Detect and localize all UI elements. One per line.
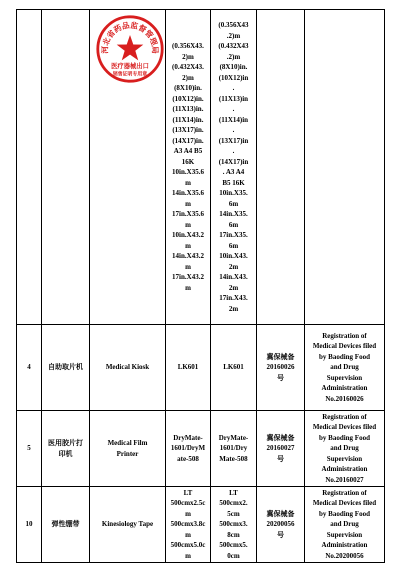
spec-line: 2m (228, 262, 239, 271)
spec-line: m (185, 283, 191, 292)
spec-line: (11X13)in. (172, 105, 204, 113)
spec-line: m (185, 241, 191, 250)
spec-line: 14in.X43.2 (172, 252, 204, 260)
spec-line: (14X17)in (218, 157, 249, 166)
spec-line: 14in.X35. (219, 210, 248, 218)
spec-line: (11X13)in (218, 94, 249, 103)
cn-product-name: 医用胶片打 印机 (42, 411, 90, 487)
model-spec-cell-2 (211, 10, 257, 325)
reg-description: Registration of Medical Devices filed by Baoding Food and Drug Supervision Administration No.20160026 (305, 325, 385, 411)
reg-number: 冀保械备 20200056 号 (257, 487, 305, 563)
spec-line: 17in.X35. (219, 231, 248, 239)
spec-line: . (232, 126, 235, 134)
table-row (17, 325, 385, 411)
reg-description: Registration of Medical Devices filed by Baoding Food and Drug Supervision Administration No.20200056 (305, 487, 385, 563)
spec-line: (0.356X43. (172, 42, 204, 50)
spec-line: 2)m (182, 52, 194, 61)
model-a: LK601 (166, 325, 211, 411)
spec-line: (0.356X43 (218, 21, 249, 29)
spec-line: . A3 A4 (222, 168, 245, 176)
spec-line: 14in.X43. (219, 273, 248, 281)
row-number: 4 (17, 325, 42, 411)
cn-product-name: 自助取片机 (42, 325, 90, 411)
spec-line: 10in.X43. (219, 252, 248, 260)
spec-line: (8X10)in. (174, 84, 202, 92)
en-name-cell (90, 10, 166, 325)
spec-line: (14X17)in. (172, 136, 204, 145)
spec-line: 2m (228, 304, 239, 313)
model-b: LK601 (211, 325, 257, 411)
spec-line: m (185, 220, 191, 229)
spec-line: 6m (228, 241, 239, 250)
row-number: 5 (17, 411, 42, 487)
model-b: DryMate- 1601/Dry Mate-508 (211, 411, 257, 487)
spec-line: (10X12)in. (172, 94, 204, 103)
spec-line: (13X17)in (218, 136, 249, 145)
reg-number: 冀保械备 20160026 号 (257, 325, 305, 411)
spec-line: (11X14)in (218, 115, 249, 124)
model-a: LT 500cmx2.5c m 500cmx3.8c m 500cmx5.0c m (166, 487, 211, 563)
registration-table (16, 9, 385, 563)
en-product-name: Medical Film Printer (90, 411, 166, 487)
spec-line: 2)m (182, 73, 194, 82)
en-product-name: Kinesiology Tape (90, 487, 166, 563)
spec-line: B5 16K (222, 178, 245, 187)
spec-line: .2)m (226, 52, 241, 61)
spec-line: 16K (181, 157, 195, 166)
spec-line: (0.432X43. (172, 63, 204, 71)
seal-text-line1: 医疗器械出口 (111, 62, 149, 70)
spec-line: A3 A4 B5 (173, 147, 203, 155)
cn-product-name: 弹性绷带 (42, 487, 90, 563)
spec-line: 2m (228, 283, 239, 292)
spec-line: m (185, 178, 191, 187)
spec-line: 17in.X43. (219, 294, 248, 302)
spec-line: (13X17)in. (172, 126, 204, 134)
row-number-cell (17, 10, 42, 325)
table-row-top (17, 10, 385, 325)
spec-line: . (232, 84, 235, 92)
spec-line: (11X14)in. (172, 115, 204, 124)
en-product-name: Medical Kiosk (90, 325, 166, 411)
spec-line: . (232, 147, 235, 155)
spec-line: (10X12)in (218, 73, 249, 82)
spec-line: 17in.X35.6 (172, 210, 204, 218)
official-seal-icon (95, 14, 165, 84)
spec-line: 6m (228, 199, 239, 208)
spec-line: m (185, 199, 191, 208)
table-row (17, 411, 385, 487)
row-number: 10 (17, 487, 42, 563)
seal-text-line2: 销售证明专用章 (112, 71, 148, 78)
spec-line: (0.432X43 (218, 42, 249, 50)
reg-no-cell (257, 10, 305, 325)
model-b: LT 500cmx2. 5cm 500cmx3. 8cm 500cmx5. 0cm (211, 487, 257, 563)
spec-line: 14in.X35.6 (172, 189, 204, 197)
spec-line: 10in.X35. (219, 189, 248, 197)
spec-line: .2)m (226, 31, 241, 40)
spec-line: 10in.X43.2 (172, 231, 204, 239)
model-a: DryMate- 1601/DryM ate-508 (166, 411, 211, 487)
spec-line: (8X10)in. (219, 63, 248, 71)
table-row (17, 487, 385, 563)
cn-name-cell (42, 10, 90, 325)
spec-line: . (232, 105, 235, 113)
reg-en-cell (305, 10, 385, 325)
reg-number: 冀保械备 20160027 号 (257, 411, 305, 487)
model-spec-cell (166, 10, 211, 325)
spec-line: m (185, 262, 191, 271)
spec-line: 17in.X43.2 (172, 273, 204, 281)
spec-line: 6m (228, 220, 239, 229)
seal-text-arc: 河北省药品监督管理局 (100, 20, 160, 54)
reg-description: Registration of Medical Devices filed by Baoding Food and Drug Supervision Administration No.20160027 (305, 411, 385, 487)
spec-line: 10in.X35.6 (172, 168, 204, 176)
